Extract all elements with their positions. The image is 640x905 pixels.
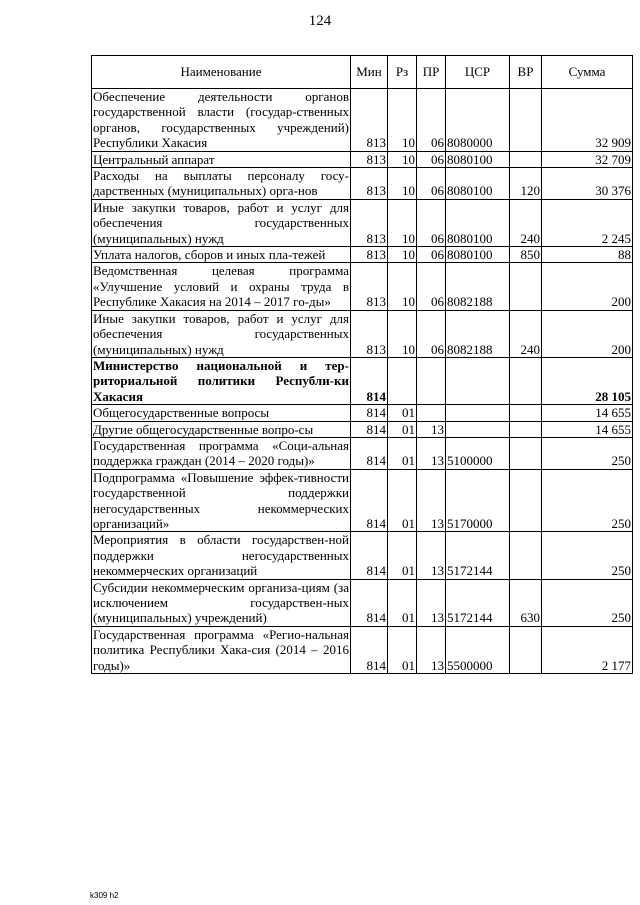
table-row: [92, 579, 633, 626]
cell-min: 814: [351, 405, 388, 421]
cell-pr: 06: [417, 199, 446, 246]
cell-name: Субсидии некоммерческим организа-циям (за исключением государствен-ных (муниципальных) учреждений): [93, 579, 349, 626]
cell-csr: 8080100: [446, 151, 510, 167]
cell-vr: 630: [510, 579, 542, 626]
cell-pr: [417, 357, 446, 404]
table-row: [92, 626, 633, 673]
header-min: Мин: [351, 56, 388, 89]
header-csr: ЦСР: [446, 56, 510, 89]
cell-sum: 14 655: [542, 421, 633, 437]
cell-min: 813: [351, 199, 388, 246]
cell-vr: [510, 151, 542, 167]
cell-rz: 10: [388, 263, 417, 310]
cell-name: Общегосударственные вопросы: [92, 405, 351, 421]
cell-pr: 13: [417, 626, 446, 673]
cell-name: Иные закупки товаров, работ и услуг для обеспечения государственных (муниципальных) нужд: [93, 199, 349, 246]
cell-rz: 01: [388, 405, 417, 421]
cell-csr: [446, 357, 510, 404]
cell-pr: 13: [417, 421, 446, 437]
table-row: [92, 247, 633, 263]
cell-rz: 01: [388, 626, 417, 673]
cell-vr: [510, 89, 542, 152]
table-row: [92, 151, 633, 167]
table-row: [92, 437, 633, 469]
header-vr: ВР: [510, 56, 542, 89]
cell-name: Мероприятия в области государствен-ной поддержки негосударственных некоммерческих организаций: [93, 532, 349, 579]
cell-vr: [510, 421, 542, 437]
cell-vr: 120: [510, 168, 542, 200]
cell-rz: [388, 357, 417, 404]
cell-csr: [446, 405, 510, 421]
table-row: [92, 263, 633, 310]
cell-rz: 10: [388, 310, 417, 357]
cell-rz: 01: [388, 532, 417, 579]
cell-csr: 5172144: [446, 579, 510, 626]
cell-sum: 2 177: [542, 626, 633, 673]
cell-pr: 13: [417, 437, 446, 469]
header-pr: ПР: [417, 56, 446, 89]
cell-pr: 06: [417, 263, 446, 310]
cell-min: 814: [351, 626, 388, 673]
cell-name: Государственная программа «Соци-альная поддержка граждан (2014 – 2020 годы)»: [93, 437, 349, 469]
table-row: [92, 310, 633, 357]
cell-name: Уплата налогов, сборов и иных пла-тежей: [92, 247, 351, 263]
cell-rz: 01: [388, 579, 417, 626]
table-row: [92, 168, 633, 200]
table-row: [92, 405, 633, 421]
cell-vr: [510, 405, 542, 421]
cell-pr: 13: [417, 579, 446, 626]
cell-rz: 10: [388, 168, 417, 200]
cell-rz: 10: [388, 199, 417, 246]
table-row: [92, 421, 633, 437]
table-row: [92, 89, 633, 152]
cell-csr: 5170000: [446, 469, 510, 532]
cell-min: 814: [351, 579, 388, 626]
cell-vr: 850: [510, 247, 542, 263]
table-row: [92, 469, 633, 532]
cell-rz: 01: [388, 421, 417, 437]
cell-min: 814: [351, 421, 388, 437]
cell-sum: 28 105: [542, 357, 633, 404]
cell-min: 813: [351, 247, 388, 263]
cell-pr: 06: [417, 89, 446, 152]
cell-min: 813: [351, 89, 388, 152]
budget-table: [91, 55, 633, 674]
cell-csr: 8080100: [446, 168, 510, 200]
header-name: Наименование: [92, 56, 351, 89]
cell-min: 814: [351, 469, 388, 532]
table-row: [92, 357, 633, 404]
cell-name: Расходы на выплаты персоналу госу-дарственных (муниципальных) орга-нов: [93, 168, 349, 199]
cell-vr: 240: [510, 310, 542, 357]
cell-min: 814: [351, 357, 388, 404]
footer-code: k309 h2: [90, 891, 119, 900]
cell-vr: 240: [510, 199, 542, 246]
table-row: [92, 532, 633, 579]
header-rz: Рз: [388, 56, 417, 89]
cell-sum: 250: [542, 579, 633, 626]
cell-vr: [510, 469, 542, 532]
cell-rz: 10: [388, 89, 417, 152]
header-sum: Сумма: [542, 56, 633, 89]
table-header-row: [92, 56, 633, 89]
cell-sum: 32 909: [542, 89, 633, 152]
cell-min: 814: [351, 532, 388, 579]
cell-name: Обеспечение деятельности органов государственной власти (государ-ственных органов, государственных учреждений) Республики Хакасия: [93, 89, 349, 151]
cell-name: Министерство национальной и тер-риториальной политики Республи-ки Хакасия: [93, 357, 349, 404]
cell-min: 813: [351, 263, 388, 310]
cell-pr: 13: [417, 532, 446, 579]
cell-sum: 88: [542, 247, 633, 263]
table-row: [92, 199, 633, 246]
cell-vr: [510, 626, 542, 673]
cell-csr: 8082188: [446, 263, 510, 310]
cell-rz: 01: [388, 437, 417, 469]
cell-pr: 06: [417, 168, 446, 200]
cell-rz: 10: [388, 247, 417, 263]
cell-sum: 250: [542, 437, 633, 469]
cell-sum: 250: [542, 469, 633, 532]
cell-sum: 2 245: [542, 199, 633, 246]
cell-csr: 8080000: [446, 89, 510, 152]
cell-name: Другие общегосударственные вопро-сы: [92, 421, 351, 437]
cell-min: 813: [351, 151, 388, 167]
cell-pr: 06: [417, 310, 446, 357]
cell-sum: 250: [542, 532, 633, 579]
cell-min: 813: [351, 310, 388, 357]
cell-csr: 8082188: [446, 310, 510, 357]
cell-min: 813: [351, 168, 388, 200]
cell-name: Подпрограмма «Повышение эффек-тивности государственной поддержки негосударственных некоммерческих организаций»: [93, 469, 349, 531]
cell-csr: 5500000: [446, 626, 510, 673]
cell-sum: 30 376: [542, 168, 633, 200]
page-number: 124: [308, 13, 332, 29]
cell-name: Государственная программа «Регио-нальная политика Республики Хака-сия (2014 – 2016 годы)»: [93, 626, 349, 673]
cell-pr: 06: [417, 151, 446, 167]
cell-vr: [510, 263, 542, 310]
cell-pr: [417, 405, 446, 421]
cell-csr: 8080100: [446, 199, 510, 246]
cell-csr: 5172144: [446, 532, 510, 579]
cell-name: Иные закупки товаров, работ и услуг для обеспечения государственных (муниципальных) нужд: [93, 310, 349, 357]
cell-name: Ведомственная целевая программа «Улучшение условий и охраны труда в Республике Хакасия на 2014 – 2017 го-ды»: [93, 263, 349, 310]
cell-rz: 10: [388, 151, 417, 167]
cell-csr: [446, 421, 510, 437]
cell-vr: [510, 532, 542, 579]
cell-pr: 13: [417, 469, 446, 532]
cell-min: 814: [351, 437, 388, 469]
cell-sum: 32 709: [542, 151, 633, 167]
cell-pr: 06: [417, 247, 446, 263]
cell-name: Центральный аппарат: [92, 151, 351, 167]
cell-csr: 5100000: [446, 437, 510, 469]
cell-rz: 01: [388, 469, 417, 532]
cell-sum: 200: [542, 263, 633, 310]
cell-vr: [510, 437, 542, 469]
cell-sum: 200: [542, 310, 633, 357]
cell-vr: [510, 357, 542, 404]
cell-sum: 14 655: [542, 405, 633, 421]
cell-csr: 8080100: [446, 247, 510, 263]
